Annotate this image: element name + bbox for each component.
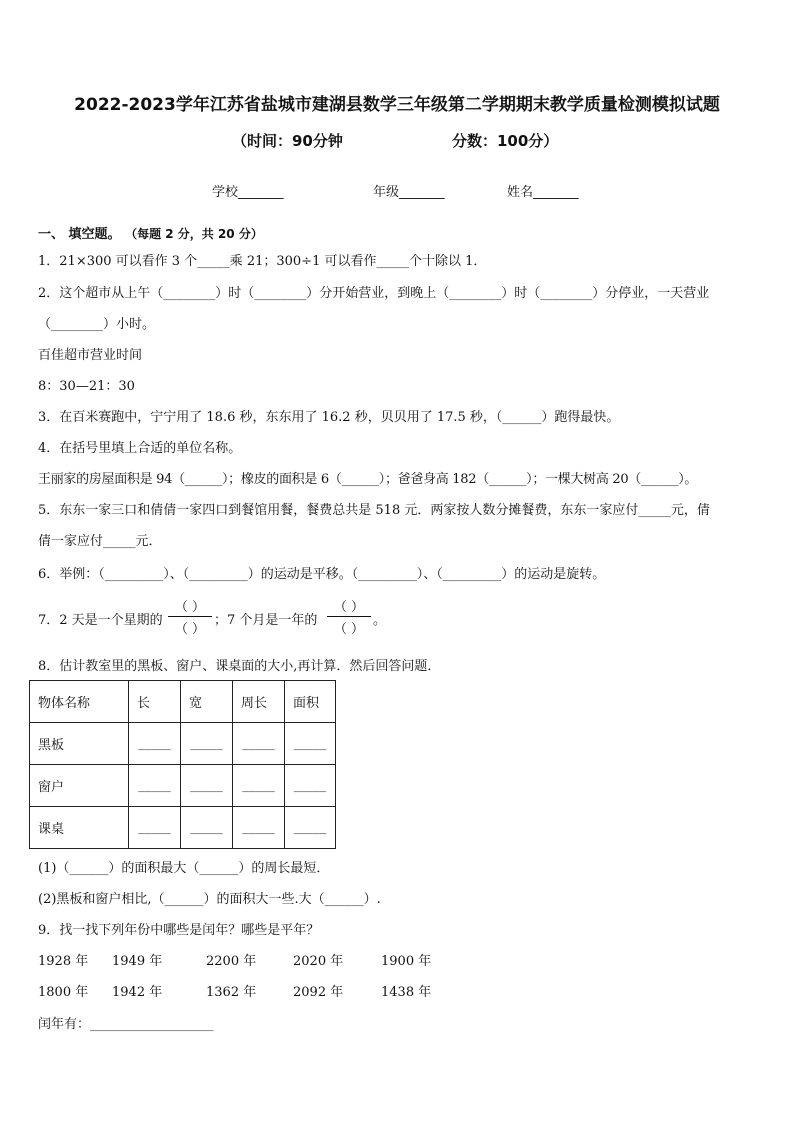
question-8-sub1: (1)（______）的面积最大（______）的周长最短． bbox=[38, 861, 330, 876]
answer-blank[interactable]: _____ bbox=[129, 723, 181, 765]
section-score-note: （每题 2 分，共 20 分） bbox=[125, 227, 263, 241]
question-7-part1: 7．2 天是一个星期的 bbox=[38, 613, 163, 628]
question-4-line1: 4．在括号里填上合适的单位名称。 bbox=[38, 441, 242, 456]
fraction-blank-2[interactable] bbox=[327, 596, 371, 637]
year-item: 2200 年 bbox=[206, 954, 257, 969]
header-area: 面积 bbox=[285, 681, 336, 723]
leap-year-answer[interactable]: 闰年有：___________________ bbox=[38, 1017, 214, 1032]
row-label: 黑板 bbox=[30, 723, 129, 765]
row-label: 课桌 bbox=[30, 807, 129, 849]
store-sign-hours: 8：30—21：30 bbox=[38, 379, 135, 394]
exam-time: （时间：90分钟 bbox=[232, 132, 343, 150]
question-2-line2: （________）小时。 bbox=[38, 317, 156, 332]
grade-field[interactable]: 年级_______ bbox=[373, 185, 445, 200]
store-sign-title: 百佳超市营业时间 bbox=[38, 348, 143, 363]
row-label: 窗户 bbox=[30, 765, 129, 807]
year-item: 1362 年 bbox=[206, 985, 257, 1000]
year-item: 1800 年 bbox=[38, 985, 89, 1000]
fraction-denominator: （ ） bbox=[174, 622, 206, 637]
fraction-numerator: （ ） bbox=[174, 600, 206, 615]
year-item: 2092 年 bbox=[293, 985, 344, 1000]
table-header-row bbox=[30, 681, 336, 723]
header-width: 宽 bbox=[181, 681, 233, 723]
fraction-bar bbox=[168, 616, 212, 617]
estimate-table bbox=[29, 680, 336, 849]
answer-blank[interactable]: _____ bbox=[233, 765, 285, 807]
fraction-bar bbox=[327, 616, 371, 617]
answer-blank[interactable]: _____ bbox=[285, 765, 336, 807]
answer-blank[interactable]: _____ bbox=[285, 723, 336, 765]
year-item: 2020 年 bbox=[293, 954, 344, 969]
answer-blank[interactable]: _____ bbox=[181, 765, 233, 807]
question-2-line1: 2．这个超市从上午（________）时（________）分开始营业，到晚上（________）时（________）分停业，一天营业 bbox=[38, 286, 710, 301]
name-field[interactable]: 姓名_______ bbox=[507, 185, 579, 200]
answer-blank[interactable]: _____ bbox=[181, 723, 233, 765]
header-object: 物体名称 bbox=[30, 681, 129, 723]
exam-title: 2022-2023学年江苏省盐城市建湖县数学三年级第二学期期末教学质量检测模拟试题 bbox=[74, 95, 720, 115]
question-1: 1．21×300 可以看作 3 个_____乘 21；300÷1 可以看作_____个十除以 1． bbox=[38, 254, 487, 269]
year-item: 1949 年 bbox=[112, 954, 163, 969]
school-field[interactable]: 学校_______ bbox=[212, 185, 284, 200]
question-7-part3: 。 bbox=[373, 613, 387, 628]
year-item: 1900 年 bbox=[381, 954, 432, 969]
table-row bbox=[30, 723, 336, 765]
fraction-numerator: （ ） bbox=[333, 600, 365, 615]
question-4-line2: 王丽家的房屋面积是 94（______）；橡皮的面积是 6（______）；爸爸身高 182（______）；一棵大树高 20（______）。 bbox=[38, 472, 698, 487]
year-item: 1928 年 bbox=[38, 954, 89, 969]
header-perimeter: 周长 bbox=[233, 681, 285, 723]
year-item: 1942 年 bbox=[112, 985, 163, 1000]
fraction-blank-1[interactable] bbox=[168, 596, 212, 637]
answer-blank[interactable]: _____ bbox=[129, 765, 181, 807]
answer-blank[interactable]: _____ bbox=[233, 723, 285, 765]
year-item: 1438 年 bbox=[381, 985, 432, 1000]
question-5-line1: 5．东东一家三口和倩倩一家四口到餐馆用餐，餐费总共是 518 元．两家按人数分摊餐费，东东一家应付_____元，倩 bbox=[38, 503, 710, 518]
question-8-intro: 8．估计教室里的黑板、窗户、课桌面的大小,再计算．然后回答问题． bbox=[38, 659, 441, 674]
answer-blank[interactable]: _____ bbox=[285, 807, 336, 849]
section-title: 一、 填空题。 bbox=[38, 227, 121, 242]
answer-blank[interactable]: _____ bbox=[181, 807, 233, 849]
answer-blank[interactable]: _____ bbox=[129, 807, 181, 849]
question-7-part2: ；7 个月是一年的 bbox=[214, 613, 318, 628]
header-length: 长 bbox=[129, 681, 181, 723]
section-heading bbox=[38, 223, 263, 242]
table-row bbox=[30, 807, 336, 849]
question-6: 6．举例：（_________）、（_________）的运动是平移。（_________）、（_________）的运动是旋转。 bbox=[38, 567, 606, 582]
question-8-sub2: (2)黑板和窗户相比,（______）的面积大一些.大（______）. bbox=[38, 892, 381, 907]
answer-blank[interactable]: _____ bbox=[233, 807, 285, 849]
question-3: 3．在百米赛跑中，宁宁用了 18.6 秒，东东用了 16.2 秒，贝贝用了 17.5 秒，（______）跑得最快。 bbox=[38, 410, 620, 425]
exam-score: 分数：100分） bbox=[452, 132, 559, 150]
question-5-line2: 倩一家应付_____元． bbox=[38, 534, 162, 549]
fraction-denominator: （ ） bbox=[333, 622, 365, 637]
table-row bbox=[30, 765, 336, 807]
question-9-intro: 9．找一找下列年份中哪些是闰年？哪些是平年？ bbox=[38, 923, 320, 938]
